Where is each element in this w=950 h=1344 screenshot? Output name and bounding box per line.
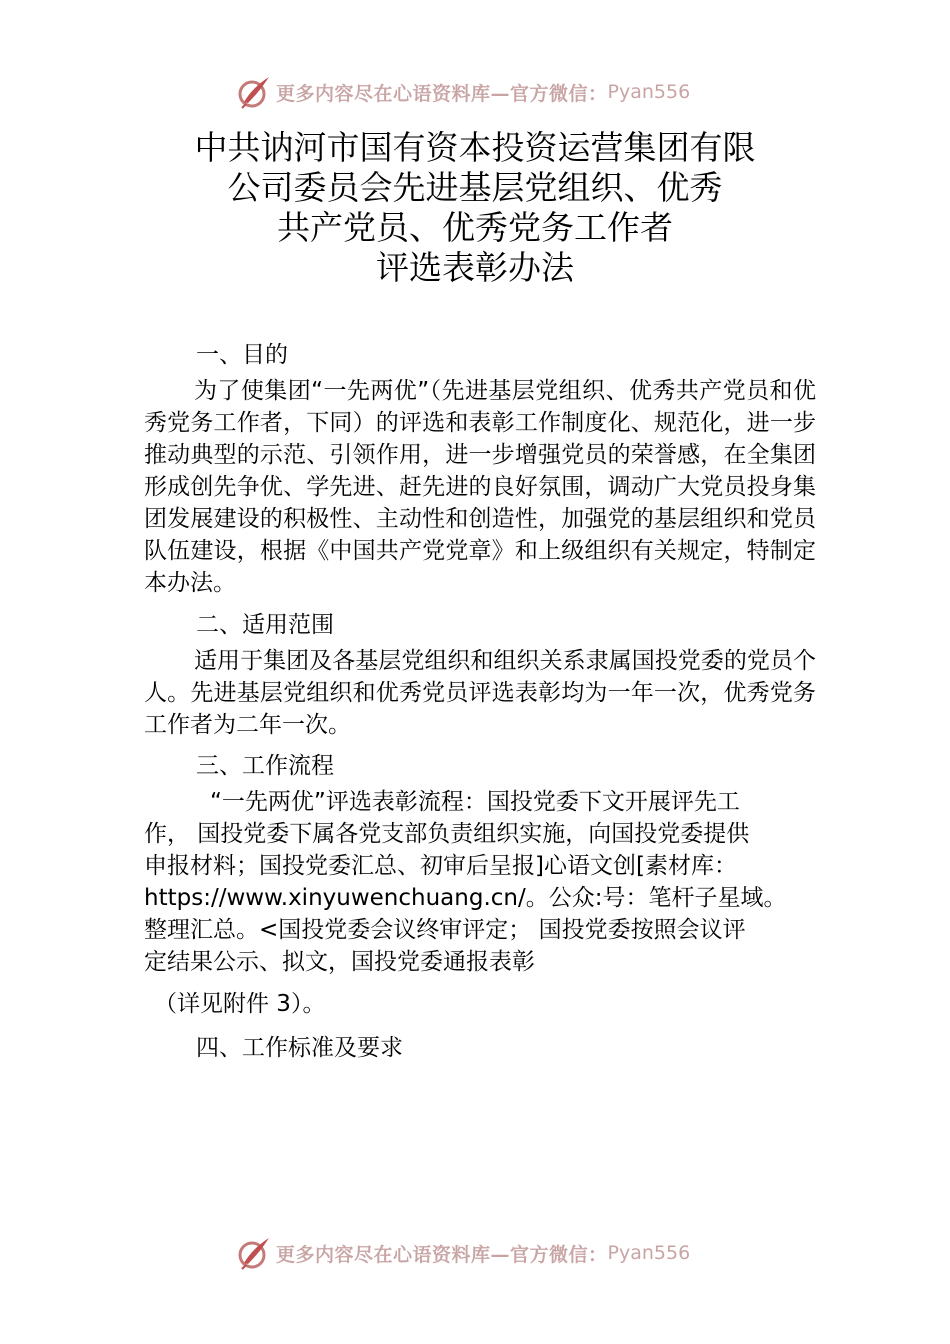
workflow-line: 定结果公示、拟文，国投党委通报表彰 [144, 949, 535, 975]
workflow-note: （详见附件 3）。 [154, 991, 326, 1017]
section-body-purpose [144, 375, 816, 599]
section-heading-purpose: 一、目的 [196, 342, 288, 368]
workflow-line: 整理汇总。<国投党委会议终审评定； 国投党委按照会议评 [144, 917, 746, 943]
section-heading-standards: 四、工作标准及要求 [196, 1035, 403, 1061]
watermark-footer [236, 1233, 756, 1273]
paragraph-scope: 适用于集团及各基层党组织和组织关系隶属国投党委的党员个人。先进基层党组织和优秀党员评选表彰均为一年一次，优秀党务工作者为二年一次。 [144, 648, 816, 738]
section-heading-scope: 二、适用范围 [196, 612, 334, 638]
title-line: 公司委员会先进基层党组织、优秀 [227, 168, 723, 207]
paragraph-purpose: 为了使集团“一先两优”（先进基层党组织、优秀共产党员和优秀党务工作者，下同）的评选和表彰工作制度化、规范化，进一步推动典型的示范、引领作用，进一步增强党员的荣誉感，在全集团形成创先争优、学先进、赶先进的良好氛围，调动广大党员投身集团发展建设的积极性、主动性和创造性，加强党的基层组织和党员队伍建设，根据《中国共产党党章》和上级组织有关规定，特制定本办法。 [144, 378, 816, 596]
section-body-workflow [144, 786, 816, 978]
watermark-text: 更多内容尽在心语资料库—官方微信： [276, 82, 608, 105]
watermark-header [236, 72, 756, 112]
workflow-line: “一先两优”评选表彰流程：国投党委下文开展评先工 [210, 789, 740, 815]
title-line: 中共讷河市国有资本投资运营集团有限 [194, 128, 756, 167]
document-title [140, 128, 810, 288]
workflow-line: 作， 国投党委下属各党支部负责组织实施，向国投党委提供 [144, 821, 750, 847]
quill-logo-icon [236, 74, 272, 110]
title-line: 共产党员、优秀党务工作者 [277, 208, 673, 247]
watermark-text: 更多内容尽在心语资料库—官方微信： [276, 1243, 608, 1266]
watermark-wechat-id: Pyan556 [607, 1242, 691, 1264]
section-heading-workflow: 三、工作流程 [196, 753, 334, 779]
watermark-wechat-id: Pyan556 [607, 81, 691, 103]
workflow-line: https://www.xinyuwenchuang.cn/。公众:号：笔杆子星域。 [144, 885, 787, 911]
workflow-line: 申报材料；国投党委汇总、初审后呈报]心语文创[素材库： [144, 853, 737, 879]
section-body-scope [144, 645, 816, 741]
title-line: 评选表彰办法 [376, 248, 574, 287]
quill-logo-icon [236, 1235, 272, 1271]
